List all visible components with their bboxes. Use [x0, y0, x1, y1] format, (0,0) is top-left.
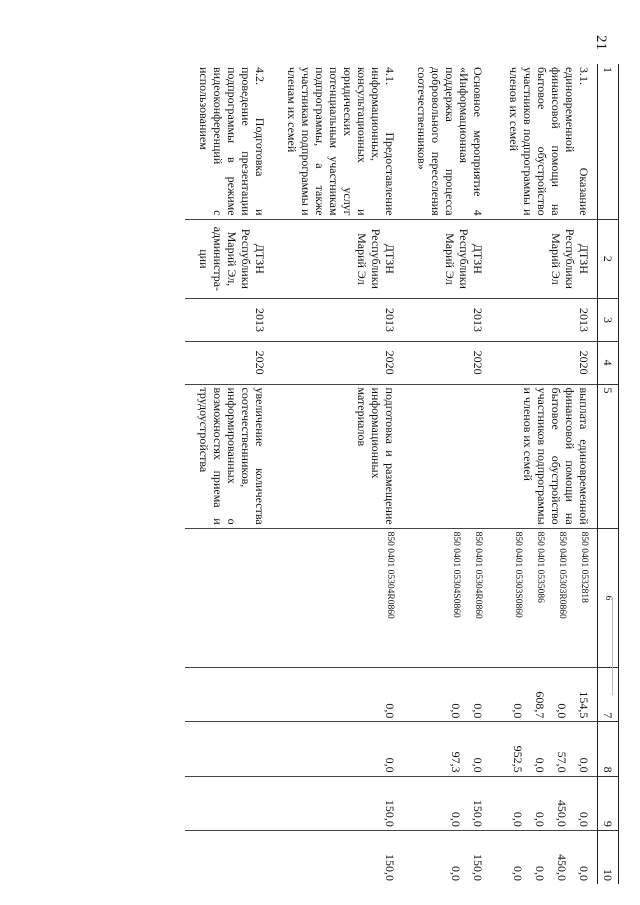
end-year-cell: 2020	[273, 341, 403, 384]
col-header-7: 7	[598, 668, 619, 722]
value-col9-cell	[491, 776, 598, 830]
activity-name-cell: 4.1. Предоставление информационных, консультационных и юридических услуг потенциальным участникам подпрограммы, а также участникам подпрограммы и членам их семей	[285, 67, 397, 216]
value-col9: 450,0	[555, 799, 569, 827]
value-col7-cell	[273, 668, 403, 722]
value-col7: 0,0	[449, 703, 463, 719]
value-col9: 0,0	[449, 811, 463, 827]
start-year-cell: 2013	[491, 299, 598, 342]
value-col9: 150,0	[471, 799, 485, 827]
value-col8: 0,0	[533, 757, 547, 773]
column-number-row	[598, 64, 619, 884]
value-col10: 0,0	[511, 866, 525, 881]
end-year-cell: 2020	[185, 341, 273, 384]
value-col8: 57,0	[555, 751, 569, 773]
value-col8-cell	[491, 722, 598, 776]
start-year-cell: 2013	[403, 299, 491, 342]
col-header-1: 1	[598, 64, 619, 219]
col-header-8: 8	[598, 722, 619, 776]
value-col7: 0,0	[555, 703, 569, 719]
budget-code: 850 0401 05304R0860	[473, 531, 483, 619]
value-col8: 97,3	[449, 751, 463, 773]
value-col8-cell	[403, 722, 491, 776]
value-col9-cell	[273, 776, 403, 830]
executor-cell: ДТЗН Республики Марий Эл	[491, 219, 598, 299]
value-col10-cell	[491, 830, 598, 884]
page-number: 21	[593, 35, 609, 50]
executor-cell: ДТЗН Республики Марий Эл, администра-ции	[185, 219, 273, 299]
budget-code: 850 0401 05304S0860	[451, 531, 461, 618]
start-year-cell: 2013	[185, 299, 273, 342]
value-col7: 0,0	[383, 703, 397, 719]
value-col8-cell	[185, 722, 273, 776]
value-col9: 0,0	[511, 811, 525, 827]
value-col10: 150,0	[383, 854, 397, 881]
table-row	[403, 64, 491, 884]
col-header-5: 5	[598, 384, 619, 528]
value-col7-cell	[185, 668, 273, 722]
program-table	[185, 64, 619, 884]
value-col9: 0,0	[533, 811, 547, 827]
col-header-6: 6	[598, 528, 619, 668]
value-col10: 0,0	[577, 866, 591, 881]
activity-name-cell: Основное мероприятие 4 «Информационная поддержка процесса добровольного переселения соотечественников»	[415, 67, 485, 216]
col-header-9: 9	[598, 776, 619, 830]
executor-cell: ДТЗН Республики Марий Эл	[403, 219, 491, 299]
budget-code-cell	[491, 528, 598, 668]
value-col10-cell	[273, 830, 403, 884]
table-row	[185, 64, 273, 884]
budget-code-cell	[403, 528, 491, 668]
executor-cell: ДТЗН Республики Марий Эл	[273, 219, 403, 299]
value-col9: 150,0	[383, 799, 397, 827]
program-table-rotated	[119, 64, 619, 884]
value-col7-cell	[491, 668, 598, 722]
value-col9: 0,0	[577, 811, 591, 827]
budget-code: 850 0401 05303R0860	[557, 531, 567, 619]
value-col7: 608,7	[533, 691, 547, 719]
activity-name-cell: 3.1. Оказание единовременной финансовой помощи на бытовое обустройство участников подпрограммы и членов их семей	[507, 67, 591, 216]
scan-artifact-line	[612, 600, 613, 695]
value-col9-cell	[403, 776, 491, 830]
value-col8: 0,0	[383, 757, 397, 773]
value-col8-cell	[273, 722, 403, 776]
value-col10-cell	[185, 830, 273, 884]
value-col10: 0,0	[449, 866, 463, 881]
col-header-3: 3	[598, 299, 619, 342]
start-year-cell: 2013	[273, 299, 403, 342]
end-year-cell: 2020	[491, 341, 598, 384]
value-col8: 0,0	[577, 757, 591, 773]
table-row	[273, 64, 403, 884]
budget-code: 850 0401 0532818	[579, 531, 589, 603]
value-col7: 0,0	[471, 703, 485, 719]
expected-result-cell	[403, 384, 491, 528]
budget-code-cell	[185, 528, 273, 668]
value-col8: 952,5	[511, 745, 525, 773]
value-col10: 0,0	[533, 866, 547, 881]
value-col8: 0,0	[471, 757, 485, 773]
value-col10-cell	[403, 830, 491, 884]
end-year-cell: 2020	[403, 341, 491, 384]
expected-result-cell: подготовка и размещение информационных материалов	[273, 384, 403, 528]
col-header-2: 2	[598, 219, 619, 299]
table-row	[491, 64, 598, 884]
budget-code: 850 0401 05304R0860	[385, 531, 395, 619]
col-header-4: 4	[598, 341, 619, 384]
col-header-10: 10	[598, 830, 619, 884]
value-col9-cell	[185, 776, 273, 830]
budget-code: 850 0401 05303S0860	[513, 531, 523, 618]
expected-result-cell: выплата единовременной финансовой помощи на бытовое обустройство участников подпрограммы и членов их семей	[491, 384, 598, 528]
budget-code: 850 0401 0535086	[535, 531, 545, 603]
table-body	[185, 64, 598, 884]
value-col10: 450,0	[555, 854, 569, 881]
value-col7-cell	[403, 668, 491, 722]
value-col7: 0,0	[511, 703, 525, 719]
expected-result-cell: увеличение количества соотечественников, информированных о возможностях приема и трудоустройства	[185, 384, 273, 528]
budget-code-cell	[273, 528, 403, 668]
activity-name-cell: 4.2. Подготовка и проведение презентации подпрограммы в режиме видеоконференций с использованием	[197, 67, 267, 216]
value-col7: 154,5	[577, 691, 591, 719]
value-col10: 150,0	[471, 854, 485, 881]
